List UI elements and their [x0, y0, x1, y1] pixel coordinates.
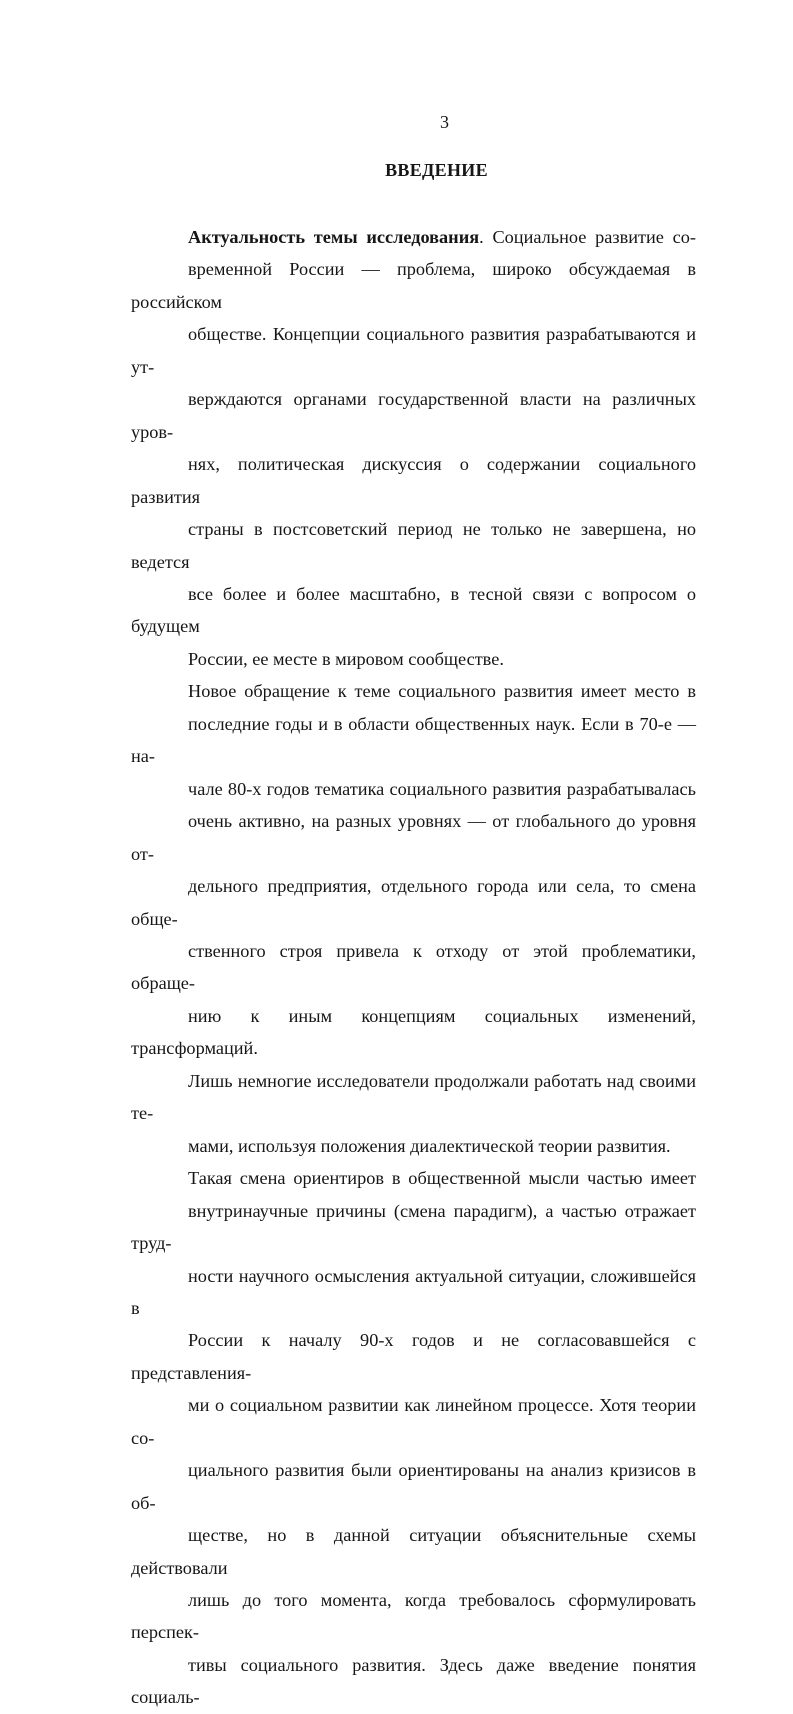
- text-line: нию к иным концепциям социальных изменений, трансформаций.: [131, 1005, 696, 1059]
- text-line: ственного строя привела к отходу от этой проблематики, обраще-: [131, 940, 696, 994]
- paragraph-new-appeal: [131, 675, 696, 1162]
- text-line: ми о социальном развитии как линейном процессе. Хотя теории со-: [131, 1395, 696, 1448]
- text-line: последние годы и в области общественных наук. Если в 70-е — на-: [131, 713, 696, 767]
- body-text: [131, 221, 696, 1714]
- text-line: очень активно, на разных уровнях — от глобального до уровня от-: [131, 811, 696, 864]
- text-line: Новое обращение к теме социального развития имеет место в: [188, 681, 696, 702]
- text-line: России к началу 90-х годов и не согласовавшейся с представления-: [131, 1330, 696, 1383]
- text-line: ности научного осмысления актуальной ситуации, сложившейся в: [131, 1265, 696, 1318]
- text-line: нях, политическая дискуссия о содержании социального развития: [131, 454, 696, 507]
- text-line: временной России — проблема, широко обсуждаемая в российском: [131, 259, 696, 312]
- page-title: ВВЕДЕНИЕ: [385, 160, 488, 180]
- text-line: верждаются органами государственной власти на различных уров-: [131, 389, 696, 442]
- text-line: лишь до того момента, когда требовалось сформулировать перспек-: [131, 1590, 696, 1643]
- text-line: страны в постсоветский период не только не завершена, но ведется: [131, 519, 696, 572]
- paragraph-orientation-change: [131, 1162, 696, 1714]
- text-line: Актуальность темы исследования. Социальное развитие со-: [188, 227, 696, 247]
- text-line: обществе. Концепции социального развития разрабатываются и ут-: [131, 324, 696, 377]
- text-line: Такая смена ориентиров в общественной мысли частью имеет: [188, 1168, 696, 1189]
- paragraph-relevance: [131, 221, 696, 675]
- text-line: тивы социального развития. Здесь даже введение понятия социаль-: [131, 1654, 696, 1708]
- text-line: ществе, но в данной ситуации объяснительные схемы действовали: [131, 1525, 696, 1578]
- text-line: чале 80-х годов тематика социального развития разрабатывалась: [188, 778, 696, 799]
- text-line: России, ее месте в мировом сообществе.: [188, 648, 504, 669]
- text-line: Лишь немногие исследователи продолжали работать над своими те-: [131, 1070, 696, 1124]
- section-lead: Актуальность темы исследования: [188, 227, 480, 247]
- text-line: дельного предприятия, отдельного города или села, то смена обще-: [131, 876, 696, 929]
- text-line: мами, используя положения диалектической теории развития.: [188, 1135, 671, 1156]
- page-number: 3: [440, 112, 449, 132]
- text-line: циального развития были ориентированы на анализ кризисов в об-: [131, 1460, 696, 1513]
- text-line: все более и более масштабно, в тесной связи с вопросом о будущем: [131, 583, 696, 637]
- text-line: внутринаучные причины (смена парадигм), а частью отражает труд-: [131, 1200, 696, 1254]
